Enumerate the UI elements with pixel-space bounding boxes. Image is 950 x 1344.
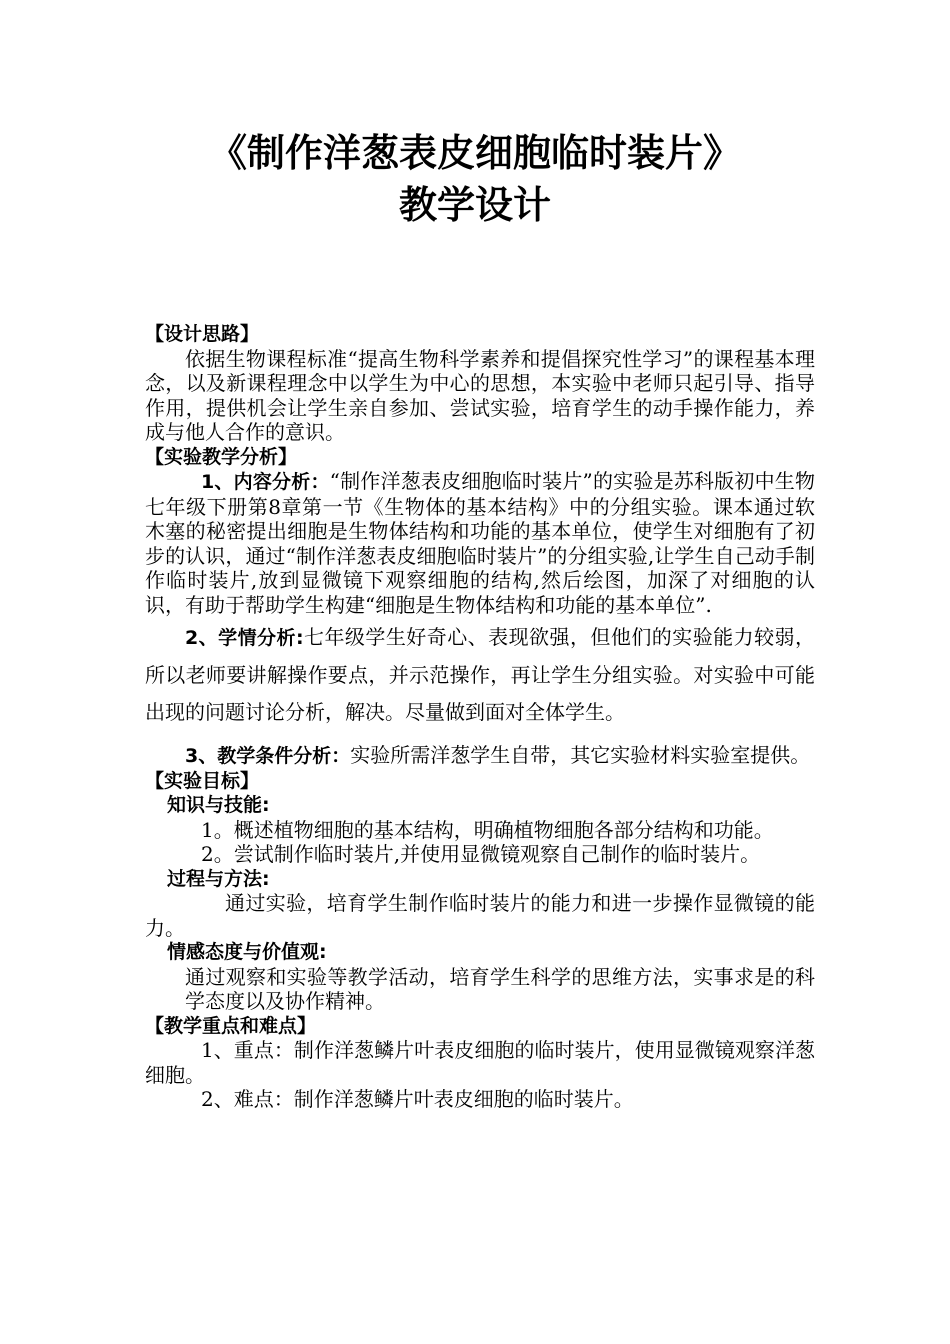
- content-analysis-label: 1、内容分析：: [201, 471, 330, 493]
- knowledge-item-1: 1。概述植物细胞的基本结构，明确植物细胞各部分结构和功能。: [201, 817, 774, 842]
- knowledge-item-2: 2。尝试制作临时装片,并使用显微镜观察自己制作的临时装片。: [201, 842, 761, 866]
- section-heading-analysis: 【实验教学分析】: [145, 445, 298, 468]
- attitude-paragraph: 通过观察和实验等教学活动，培育学生科学的思维方法，实事求是的科学态度以及协作精神。: [185, 964, 815, 1013]
- section-heading-goals: 【实验目标】: [145, 769, 260, 792]
- content-analysis-text: “制作洋葱表皮细胞临时装片”的实验是苏科版初中生物七年级下册第8章第一节《生物体的基本结构》中的分组实验。课本通过软木塞的秘密提出细胞是生物体结构和功能的基本单位，使学生对细胞有了初步的认识，通过“制作洋葱表皮细胞临时装片”的分组实验,让学生自己动手制作临时装片,放到显微镜下观察细胞的结构,然后绘图，加深了对细胞的认识，有助于帮助学生构建“细胞是生物体结构和功能的基本单位”.: [145, 469, 815, 617]
- knowledge-label: 知识与技能:: [167, 794, 270, 816]
- learner-analysis-paragraph: [145, 619, 815, 731]
- process-label: 过程与方法:: [167, 867, 270, 890]
- condition-analysis-paragraph: [145, 743, 815, 769]
- condition-analysis-label: 3、教学条件分析：: [185, 745, 351, 767]
- document-body: [145, 322, 815, 1112]
- section-heading-key-points: 【教学重点和难点】: [145, 1014, 317, 1037]
- design-paragraph: 依据生物课程标准“提高生物科学素养和提倡探究性学习”的课程基本理念，以及新课程理念中以学生为中心的思想，本实验中老师只起引导、指导作用，提供机会让学生亲自参加、尝试实验，培育学生的动手操作能力，养成与他人合作的意识。: [145, 346, 815, 444]
- document-title: 《制作洋葱表皮细胞临时装片》: [208, 131, 741, 175]
- section-heading-design: 【设计思路】: [145, 323, 260, 345]
- learner-analysis-text: 七年级学生好奇心、表现欲强，但他们的实验能力较弱，所以老师要讲解操作要点，并示范操作，再让学生分组实验。对实验中可能出现的问题讨论分析，解决。尽量做到面对全体学生。: [145, 625, 815, 724]
- process-paragraph: 通过实验，培育学生制作临时装片的能力和进一步操作显微镜的能力。: [145, 891, 815, 940]
- condition-analysis-text: 实验所需洋葱学生自带，其它实验材料实验室提供。: [350, 743, 811, 767]
- content-analysis-paragraph: [145, 469, 815, 617]
- document-subtitle: 教学设计: [398, 183, 551, 227]
- learner-analysis-label: 2、学情分析:: [185, 627, 304, 649]
- key-point-2: 2、难点：制作洋葱鳞片叶表皮细胞的临时装片。: [201, 1087, 634, 1111]
- attitude-label: 情感态度与价值观:: [167, 941, 327, 963]
- key-point-1: 1、重点：制作洋葱鳞片叶表皮细胞的临时装片，使用显微镜观察洋葱细胞。: [145, 1038, 815, 1087]
